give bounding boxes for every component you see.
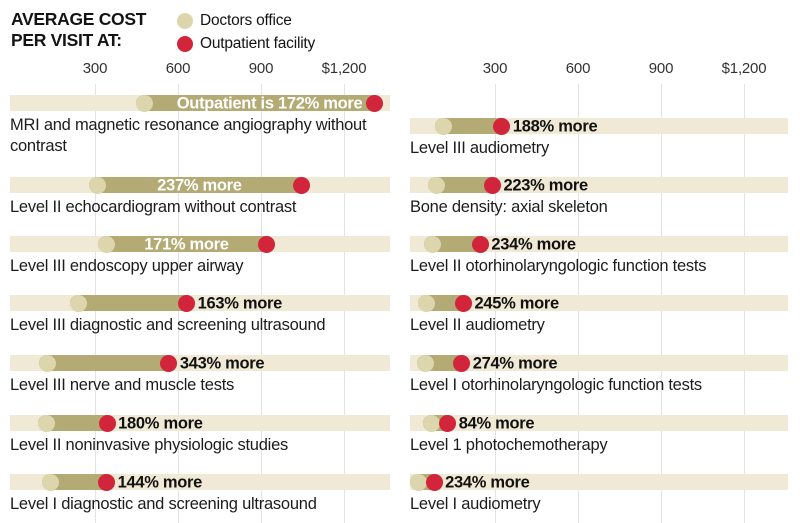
row-label: Level III endoscopy upper airway bbox=[10, 257, 244, 275]
row-label: Level III nerve and muscle tests bbox=[10, 376, 235, 394]
pct-label: 343% more bbox=[179, 354, 265, 372]
row-label: Level I otorhinolaryngologic function tests bbox=[410, 376, 702, 394]
row-label: Level II audiometry bbox=[410, 316, 545, 334]
chart-title bbox=[11, 9, 146, 51]
row-label: Bone density: axial skeleton bbox=[410, 198, 608, 216]
pct-label: 163% more bbox=[197, 294, 282, 312]
legend-item-doctors-office bbox=[177, 12, 292, 30]
office-dot bbox=[42, 474, 59, 491]
bar-range bbox=[70, 295, 195, 311]
office-dot bbox=[38, 415, 55, 432]
outpatient-dot bbox=[426, 474, 443, 491]
doctors-office-dot-icon bbox=[177, 13, 193, 29]
pct-label: 234% more bbox=[491, 235, 576, 253]
row-label: Level 1 photochemotherapy bbox=[410, 436, 608, 454]
outpatient-dot bbox=[99, 415, 116, 432]
row-label: Level II echocardiogram without contrast bbox=[10, 198, 297, 216]
office-dot bbox=[418, 295, 435, 312]
outpatient-dot bbox=[472, 236, 489, 253]
axis-tick-label: 900 bbox=[648, 60, 674, 77]
row-label: Level III diagnostic and screening ultrasound bbox=[10, 316, 326, 334]
outpatient-facility-dot-icon bbox=[177, 36, 193, 52]
office-dot bbox=[424, 236, 441, 253]
office-dot bbox=[98, 236, 115, 253]
axis-tick-label: 600 bbox=[565, 60, 591, 77]
axis-tick-label: $1,200 bbox=[721, 60, 767, 77]
pct-label: 274% more bbox=[472, 354, 558, 372]
office-dot bbox=[435, 118, 452, 135]
office-dot bbox=[70, 295, 87, 312]
outpatient-dot bbox=[484, 177, 501, 194]
chart-title-line2: PER VISIT AT: bbox=[11, 30, 122, 50]
office-dot bbox=[136, 95, 153, 112]
row-label: Level II otorhinolaryngologic function tests bbox=[410, 257, 707, 275]
outpatient-dot bbox=[366, 95, 383, 112]
legend-item-outpatient-facility bbox=[177, 35, 315, 53]
pct-label: 234% more bbox=[445, 473, 530, 491]
axis-tick-label: 300 bbox=[82, 60, 108, 77]
pct-label: 180% more bbox=[118, 414, 203, 432]
pct-label: 223% more bbox=[503, 176, 588, 194]
axis-tick-label: 600 bbox=[165, 60, 191, 77]
office-dot bbox=[39, 355, 56, 372]
axis-tick-label: 900 bbox=[248, 60, 274, 77]
outpatient-dot bbox=[439, 415, 456, 432]
office-dot bbox=[89, 177, 106, 194]
office-dot bbox=[417, 355, 434, 372]
pct-label: Outpatient is 172% more bbox=[176, 94, 363, 112]
outpatient-dot bbox=[160, 355, 177, 372]
pct-label: 245% more bbox=[474, 294, 559, 312]
office-dot bbox=[428, 177, 445, 194]
row-label: Level III audiometry bbox=[410, 139, 549, 157]
office-dot bbox=[410, 474, 427, 491]
outpatient-dot bbox=[258, 236, 275, 253]
office-dot bbox=[423, 415, 440, 432]
legend-label: Doctors office bbox=[200, 12, 292, 29]
pct-label: 144% more bbox=[117, 473, 203, 491]
legend-label: Outpatient facility bbox=[200, 35, 316, 52]
axis-tick-label: 300 bbox=[482, 60, 508, 77]
axis-tick-label: $1,200 bbox=[321, 60, 367, 77]
row-label: Level II noninvasive physiologic studies bbox=[10, 436, 289, 454]
outpatient-dot bbox=[98, 474, 115, 491]
outpatient-dot bbox=[453, 355, 470, 372]
row-label: MRI and magnetic resonance angiography without contrast bbox=[10, 116, 367, 155]
outpatient-dot bbox=[493, 118, 510, 135]
pct-label: 237% more bbox=[157, 176, 242, 194]
bar-range bbox=[39, 355, 177, 371]
chart-title-line1: AVERAGE COST bbox=[11, 9, 147, 29]
pct-label: 171% more bbox=[144, 235, 229, 253]
outpatient-dot bbox=[293, 177, 310, 194]
pct-label: 84% more bbox=[458, 414, 535, 432]
pct-label: 188% more bbox=[512, 117, 598, 135]
outpatient-dot bbox=[178, 295, 195, 312]
outpatient-dot bbox=[455, 295, 472, 312]
row-label: Level I audiometry bbox=[410, 495, 541, 513]
row-label: Level I diagnostic and screening ultrasound bbox=[10, 495, 317, 513]
